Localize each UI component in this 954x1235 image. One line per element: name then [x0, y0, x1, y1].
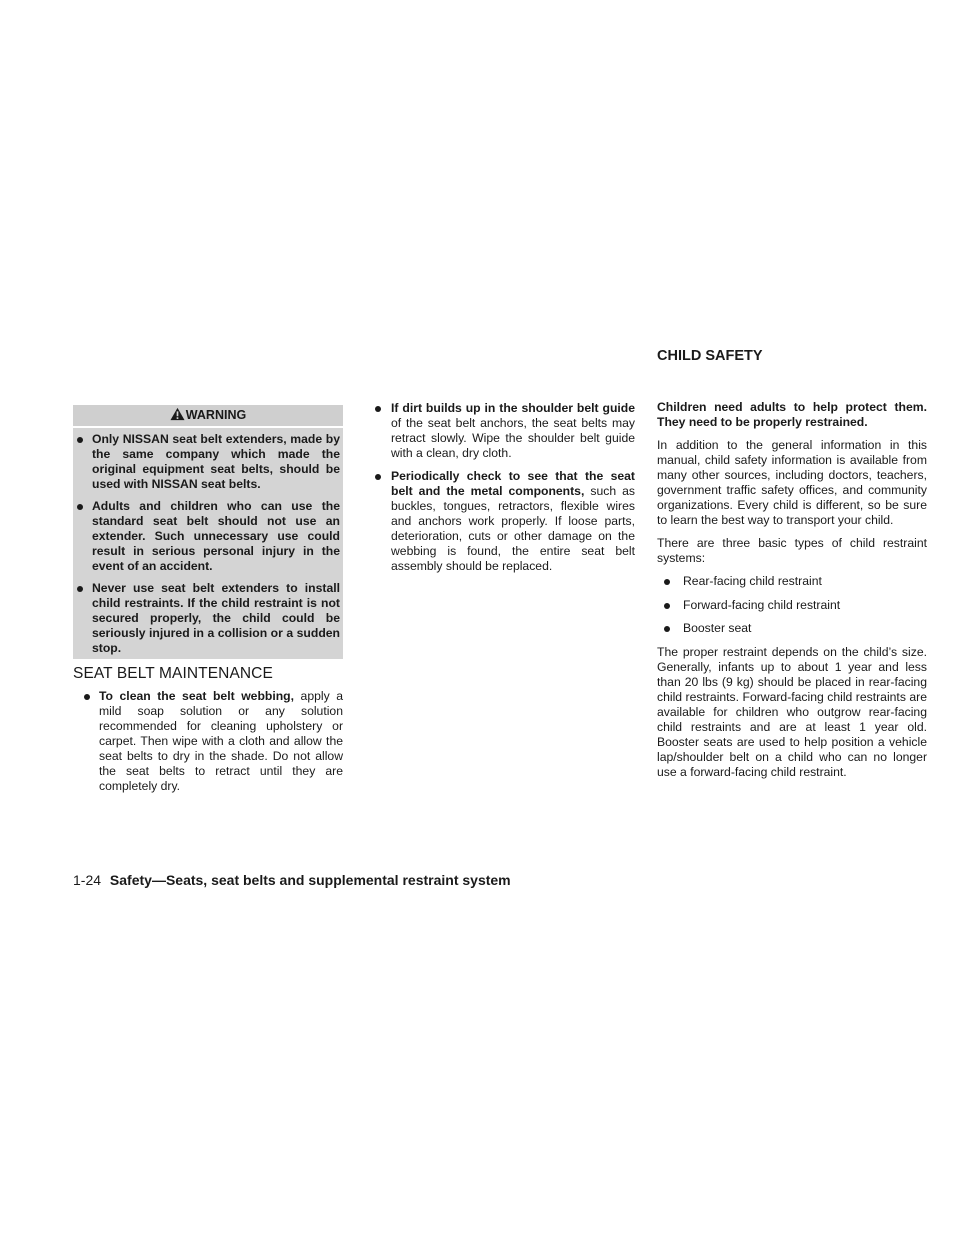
bullet-icon — [84, 694, 90, 700]
bullet-icon — [375, 406, 381, 412]
page-footer — [73, 872, 511, 889]
warning-triangle-icon — [170, 407, 185, 421]
maintenance-item: Periodically check to see that the seat belt and the metal components, such as buckles, tongues, retractors, flexible wires and anchors work properly. If loose parts, deterioration, cuts or other damage on the webbing is found, the entire seat belt assembly should be replaced. — [373, 469, 635, 574]
child-safety-heading: CHILD SAFETY — [657, 348, 763, 364]
bullet-icon — [664, 626, 670, 632]
maintenance-list-left — [73, 689, 343, 794]
child-safety-paragraph: In addition to the general information in this manual, child safety information is available from many other sources, including doctors, teachers, government traffic safety offices, and community organizations. Every child is different, so be sure to learn the best way to transport your child. — [657, 438, 927, 527]
maintenance-item: To clean the seat belt webbing, apply a mild soap solution or any solution recommended for cleaning upholstery or carpet. Then wipe with a cloth and allow the seat belts to dry in the shade. Do not allow the seat belts to retract until they are completely dry. — [73, 689, 343, 794]
restraint-types-list — [657, 574, 927, 636]
maintenance-heading: SEAT BELT MAINTENANCE — [73, 665, 273, 682]
warning-item: Never use seat belt extenders to install child restraints. If the child restraint is not secured properly, the child could be seriously injured in a collision or a sudden stop. — [77, 581, 340, 656]
restraint-type-item: Booster seat — [657, 621, 927, 636]
bullet-icon — [77, 586, 83, 592]
warning-list — [77, 432, 340, 656]
child-safety-intro: Children need adults to help protect them. They need to be properly restrained. — [657, 400, 927, 429]
right-column — [657, 349, 927, 788]
warning-item: Only NISSAN seat belt extenders, made by the same company which made the original equipment seat belts, should be used with NISSAN seat belts. — [77, 432, 340, 492]
child-safety-paragraph: There are three basic types of child restraint systems: — [657, 536, 927, 565]
warning-box — [73, 405, 343, 659]
left-column — [73, 405, 343, 794]
warning-title: WARNING — [185, 408, 247, 422]
footer-section-title: Safety—Seats, seat belts and supplemental restraint system — [109, 872, 511, 888]
page-number: 1-24 — [73, 872, 102, 888]
warning-item: Adults and children who can use the standard seat belt should not use an extender. Such unnecessary use could result in serious personal injury in the event of an accident. — [77, 499, 340, 574]
bullet-icon — [77, 504, 83, 510]
bullet-icon — [664, 603, 670, 609]
maintenance-item: If dirt builds up in the shoulder belt guide of the seat belt anchors, the seat belts may retract slowly. Wipe the shoulder belt guide with a clean, dry cloth. — [373, 401, 635, 461]
warning-header — [73, 405, 343, 428]
bullet-icon — [375, 474, 381, 480]
maintenance-list-right — [373, 401, 635, 574]
child-safety-paragraph: The proper restraint depends on the child’s size. Generally, infants up to about 1 year and less than 20 lbs (9 kg) should be placed in rear-facing child restraints. Forward-facing child restraints are available for children who outgrow rear-facing child restraints and are at least 1 year old. Booster seats are used to help position a vehicle lap/shoulder belt on a child who can no longer use a forward-facing child restraint. — [657, 644, 927, 779]
restraint-type-item: Rear-facing child restraint — [657, 574, 927, 589]
middle-column — [373, 401, 635, 582]
restraint-type-item: Forward-facing child restraint — [657, 598, 927, 613]
bullet-icon — [77, 437, 83, 443]
bullet-icon — [664, 579, 670, 585]
